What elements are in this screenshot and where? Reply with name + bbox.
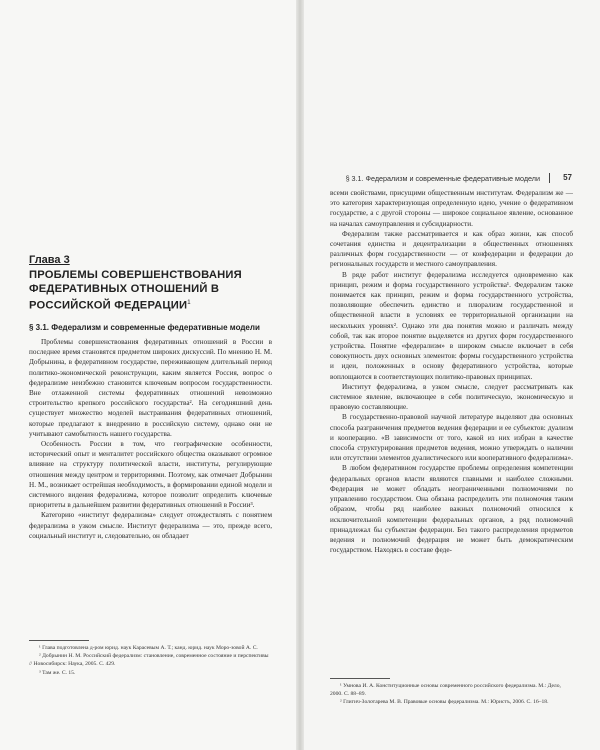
page-number: 57: [563, 173, 572, 182]
left-page: [0, 0, 299, 750]
footnote-divider: [330, 678, 390, 679]
running-head-divider: [549, 173, 550, 183]
right-footnotes: [330, 682, 573, 707]
paragraph: В любом федеративном государстве проблемы определения компетенции федеральных органов власти являются главными и наиболее сложными. Федерация не может обладать неограниченными полномочиями по управлению государством. Она обязана распределить эти полномочия таким образом, чтобы ряд наиболее важных полномочий относился к исключительной компетенции федеральных органов, а ряд полномочий принадлежал бы субъектам федерации. Без такого распределения предметов ведения и полномочий федерация не может быть демократическим государством. Находясь в составе феде-: [330, 464, 573, 555]
left-body-text: [29, 337, 272, 541]
footnote: ² Глигич-Золотарева М. В. Правовые основы федерализма. М.: Юристъ, 2006. С. 16–18.: [340, 699, 549, 706]
paragraph: Категорию «институт федерализма» следует отождествлять с понятием федерализма в узком смысле. Институт федерализма — это, прежде всего, социальный институт и, следовательно, он обладает: [29, 511, 272, 540]
running-head-title: § 3.1. Федерализм и современные федеративные модели: [345, 174, 540, 183]
chapter-title-text: ПРОБЛЕМЫ СОВЕРШЕНСТВОВАНИЯ ФЕДЕРАТИВНЫХ ОТНОШЕНИЙ В РОССИЙСКОЙ ФЕДЕРАЦИИ: [29, 269, 242, 312]
paragraph: Особенность России в том, что географические особенности, исторический опыт и менталитет российского общества оказывают огромное влияние на структуру политической власти, институты, регулирующие отношения между центром и территориями. Поэтому, как отмечает Добрынин Н. М., возникает острейшая необходимость, в формировании единой модели и системного видения федерализма, которое позволит определить ключевые приоритеты в дальнейшем развитии федеративных отношений в России³.: [29, 440, 272, 510]
left-footnotes: [29, 644, 272, 677]
footnote: ³ Там же. С. 15.: [39, 669, 76, 676]
paragraph: всеми свойствами, присущими общественным институтам. Федерализм же — это категория характеризующая определенную идею, учение о федеративном государстве, а с другой стороны — широкое социальное явление, основанное на началах самоуправления и субсидиарности.: [330, 189, 573, 228]
paragraph: В государственно-правовой научной литературе выделяют два основных способа разграничения предметов ведения федерации и ее субъектов: дуализм и кооперацию. «В зависимости от того, какой из них избран в качестве способа структурирования предметов ведения, можно утверждать о наличии или отсутствии элементов дуалистического или кооперативного федерализма».: [330, 413, 573, 463]
chapter-title: [29, 268, 274, 313]
book-gutter: [296, 0, 304, 750]
paragraph: Институт федерализма, в узком смысле, следует рассматривать как системное явление, включающее в себя политическую, экономическую и правовую составляющие.: [330, 382, 573, 412]
paragraph: В ряде работ институт федерализма исследуется одновременно как принцип, режим и форма государственного устройства¹. Федерализм также понимается как принцип, режим и форма государственного устройства, позволяющие обеспечить единство и плюрализм государственной и общественной власти в условиях ее территориальной организации на нескольких уровнях². Однако эти два понятия можно и различать между собой, так как второе понятие выделяется из других форм государственного устройства. Понятие «федерализм» в широком смысле включает в себя совокупность двух основных элементов: формы государственного устройства и идеи, положенных в основу федеративного устройства, которые воплощаются в соответствующих политико-правовых принципах.: [330, 270, 573, 381]
section-heading: § 3.1. Федерализм и современные федеративные модели: [29, 323, 260, 332]
paragraph: Проблемы совершенствования федеративных отношений в России в последнее время становятся предметом широких дискуссий. По мнению Н. М. Добрынина, в федеративном государстве, переживающем длительный период политико-экономической реконструкции, каким является Россия, вопрос о федерализме неизбежно становится ключевым вопросом государственности. Вне отлаженной системы федеративных отношений невозможно строительство крепкого российского государства². На сегодняшний день существует множество моделей выстраивания федеративных отношений, которые предлагают к внедрению в российскую систему, однако они не учитывают самобытность нашего государства.: [29, 338, 272, 438]
footnote-divider: [29, 640, 89, 641]
paragraph: Федерализм также рассматривается и как образ жизни, как способ сочетания единства и децентрализации в общественных отношениях различных форм государственности — от конфедерации и федерации до региональных государств и местного самоуправления.: [330, 229, 573, 269]
footnote: ¹ Умнова И. А. Конституционные основы современного российского федерализма. М.: Дело, 2000. С. 88–89.: [330, 683, 561, 698]
right-body-text: [330, 188, 573, 555]
footnote: ¹ Глава подготовлена д-ром юрид. наук Карасевым А. Т.; канд. юрид. наук Моро-зовой А. С.: [39, 645, 258, 651]
chapter-footnote-mark: 1: [187, 300, 191, 306]
footnote: ² Добрынин Н. М. Российский федерализм: становление, современное состояние и перспективы // Новосибирск: Наука, 2005. С. 429.: [29, 653, 269, 668]
chapter-label: Глава 3: [29, 254, 70, 266]
